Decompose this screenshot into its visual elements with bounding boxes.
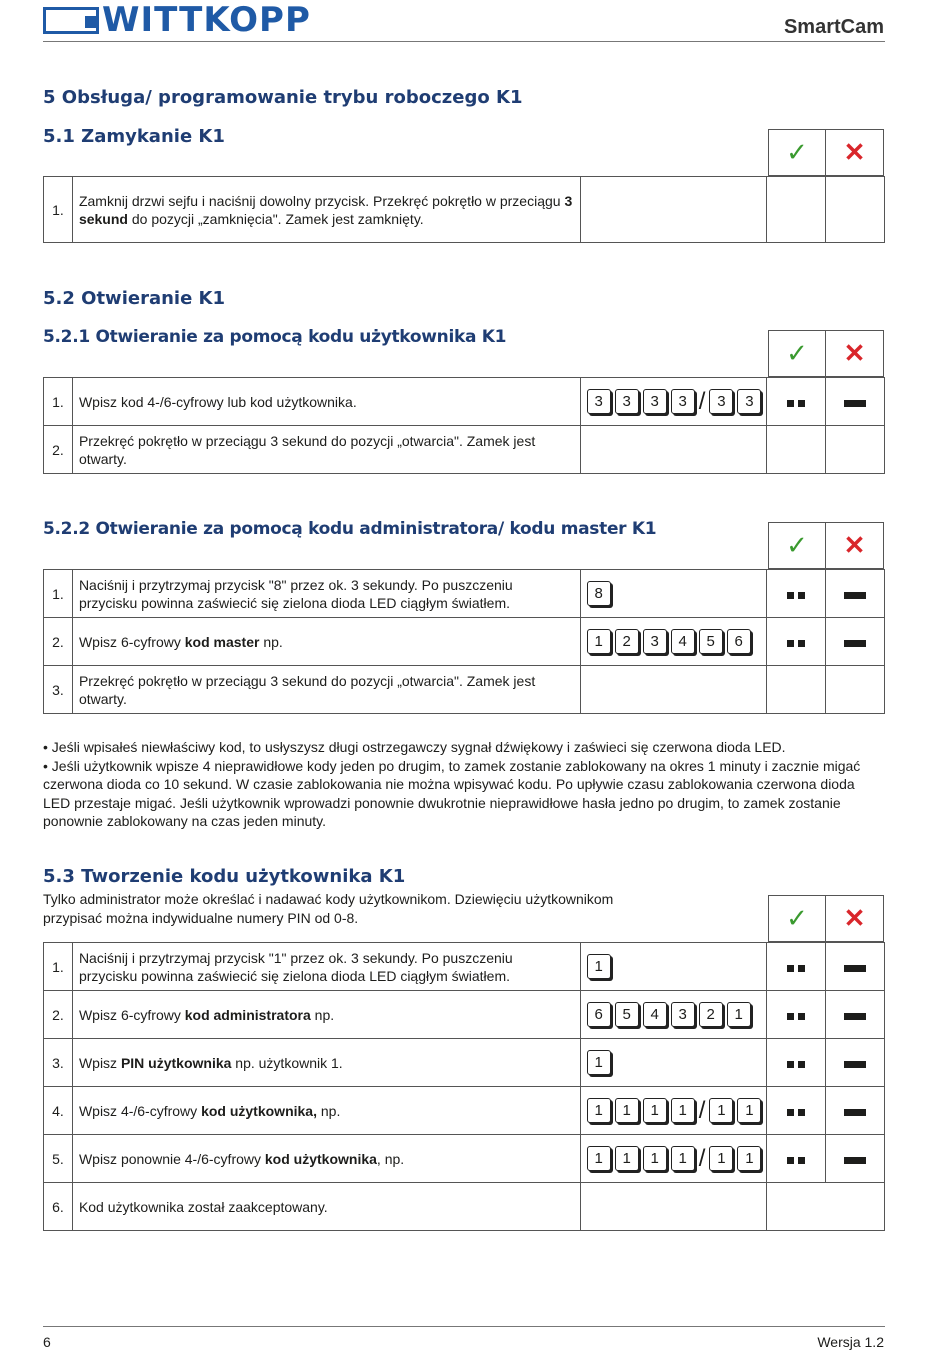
signal-cell — [767, 1183, 885, 1231]
key: 5 — [699, 629, 723, 654]
table-row — [44, 570, 885, 618]
key: 5 — [615, 1002, 639, 1027]
page-number: 6 — [43, 1334, 51, 1350]
status-header-5-2-1 — [768, 330, 884, 377]
key: 1 — [615, 1098, 639, 1123]
fail-signal — [826, 378, 885, 426]
table-5-2-1 — [43, 377, 885, 474]
key-3: 3 — [709, 389, 733, 414]
ok-signal — [767, 378, 826, 426]
status-header-5-2-2 — [768, 522, 884, 569]
key: 2 — [699, 1002, 723, 1027]
fail-signal — [826, 618, 885, 666]
key-3: 3 — [587, 389, 611, 414]
check-icon: ✓ — [786, 530, 808, 560]
table-5-3 — [43, 942, 885, 1231]
table-row — [44, 1183, 885, 1231]
ok-signal — [767, 177, 826, 243]
step-text: Kod użytkownika został zaakceptowany. — [72, 1183, 580, 1231]
table-row — [44, 1039, 885, 1087]
step-number: 3. — [44, 666, 73, 714]
key: 4 — [643, 1002, 667, 1027]
key-8: 8 — [587, 581, 611, 606]
table-row — [44, 618, 885, 666]
cross-icon: ✕ — [843, 137, 866, 167]
key: 1 — [615, 1146, 639, 1171]
slash-separator: / — [698, 1096, 706, 1124]
step-text: Wpisz 4-/6-cyfrowy kod użytkownika, np. — [72, 1087, 580, 1135]
table-5-1 — [43, 176, 885, 243]
cross-icon: ✕ — [843, 530, 866, 560]
key: 6 — [587, 1002, 611, 1027]
key-3: 3 — [737, 389, 761, 414]
key: 1 — [587, 1146, 611, 1171]
step-number: 2. — [44, 618, 73, 666]
step-text: Naciśnij i przytrzymaj przycisk "1" przez ok. 3 sekundy. Po puszczeniu przycisku powinna zaświecić się zielona dioda LED ciągłym światłem. — [72, 943, 580, 991]
table-5-2-2 — [43, 569, 885, 714]
step-text: Naciśnij i przytrzymaj przycisk "8" przez ok. 3 sekundy. Po puszczeniu przycisku powinna zaświecić się zielona dioda LED ciągłym światłem. — [72, 570, 580, 618]
note-item: • Jeśli wpisałeś niewłaściwy kod, to usłyszysz długi ostrzegawczy sygnał dźwiękowy i zaświeci się czerwona dioda LED. — [43, 739, 786, 755]
step-text: Zamknij drzwi sejfu i naciśnij dowolny przycisk. Przekręć pokrętło w przeciągu 3 sekund do pozycji „zamknięcia". Zamek jest zamknięty. — [72, 177, 580, 243]
ok-signal — [767, 426, 826, 474]
key: 1 — [709, 1098, 733, 1123]
section-5-title: 5 Obsługa/ programowanie trybu roboczego K1 — [43, 87, 523, 108]
step-text: Wpisz ponownie 4-/6-cyfrowy kod użytkownika, np. — [72, 1135, 580, 1183]
key: 1 — [671, 1098, 695, 1123]
step-number: 6. — [44, 1183, 73, 1231]
ok-signal — [767, 1135, 826, 1183]
key-3: 3 — [671, 389, 695, 414]
fail-signal — [826, 666, 885, 714]
check-icon: ✓ — [786, 903, 808, 933]
section-5-3-intro: Tylko administrator może określać i nadawać kody użytkownikom. Dziewięciu użytkownikom przypisać można indywidualne numery PIN od 0-8. — [43, 891, 614, 926]
keys-cell — [580, 378, 767, 426]
cross-icon: ✕ — [843, 903, 866, 933]
keys-cell — [580, 618, 767, 666]
key-1: 1 — [587, 954, 611, 979]
key: 1 — [727, 1002, 751, 1027]
key: 1 — [643, 1098, 667, 1123]
product-name: SmartCam — [783, 16, 884, 38]
keys-cell — [580, 943, 767, 991]
table-row — [44, 666, 885, 714]
key: 1 — [587, 1098, 611, 1123]
step-number: 1. — [44, 943, 73, 991]
ok-signal — [767, 666, 826, 714]
fail-signal — [826, 943, 885, 991]
step-number: 1. — [44, 570, 73, 618]
key-1: 1 — [587, 1050, 611, 1075]
notes — [43, 738, 883, 831]
key: 3 — [671, 1002, 695, 1027]
ok-signal — [767, 1039, 826, 1087]
ok-signal — [767, 570, 826, 618]
key: 1 — [587, 629, 611, 654]
key: 1 — [737, 1146, 761, 1171]
section-5-3-title: 5.3 Tworzenie kodu użytkownika K1 — [43, 866, 406, 887]
key: 2 — [615, 629, 639, 654]
key: 1 — [643, 1146, 667, 1171]
section-5-2-title: 5.2 Otwieranie K1 — [43, 288, 226, 309]
step-text: Wpisz 6-cyfrowy kod administratora np. — [72, 991, 580, 1039]
table-row — [44, 378, 885, 426]
table-row — [44, 943, 885, 991]
keys-cell — [580, 1087, 767, 1135]
keys-cell — [580, 1183, 767, 1231]
logo-wordmark: WITTKOPP — [102, 0, 311, 40]
keys-cell — [580, 1039, 767, 1087]
fail-signal — [826, 426, 885, 474]
header-divider — [43, 41, 885, 42]
keys-cell — [580, 570, 767, 618]
version-label: Wersja 1.2 — [817, 1334, 884, 1350]
keys-cell — [580, 177, 766, 243]
ok-signal — [767, 943, 826, 991]
fail-signal — [826, 177, 885, 243]
fail-signal — [826, 1087, 885, 1135]
key: 1 — [671, 1146, 695, 1171]
key-3: 3 — [643, 389, 667, 414]
logo-mark — [43, 7, 99, 34]
slash-separator: / — [698, 387, 706, 415]
section-5-1-title: 5.1 Zamykanie K1 — [43, 126, 225, 147]
check-icon: ✓ — [786, 137, 808, 167]
step-number: 3. — [44, 1039, 73, 1087]
table-row — [44, 1135, 885, 1183]
fail-signal — [826, 570, 885, 618]
key: 6 — [727, 629, 751, 654]
step-text: Przekręć pokrętło w przeciągu 3 sekund do pozycji „otwarcia". Zamek jest otwarty. — [72, 666, 580, 714]
fail-signal — [826, 1135, 885, 1183]
note-item: • Jeśli użytkownik wpisze 4 nieprawidłowe kody jeden po drugim, to zamek zostanie zablokowany na okres 1 minuty i zacznie migać czerwona dioda co 10 sekund. W czasie zablokowania nie można wpisywać kodu. Po upływie czasu zablokowania czerwona dioda LED przestaje migać. Jeśli użytkownik wprowadzi ponownie dwukrotnie nieprawidłowe hasła jedno po drugim, to zamek zostanie ponownie zablokowany na czas jeden minuty. — [43, 757, 861, 829]
ok-signal — [767, 991, 826, 1039]
step-number: 1. — [44, 378, 73, 426]
status-header-5-3 — [768, 895, 884, 942]
ok-signal — [767, 1087, 826, 1135]
key-3: 3 — [615, 389, 639, 414]
keys-cell — [580, 426, 767, 474]
status-header-5-1 — [768, 129, 884, 176]
step-text: Wpisz 6-cyfrowy kod master np. — [72, 618, 580, 666]
step-number: 2. — [44, 426, 73, 474]
step-text: Przekręć pokrętło w przeciągu 3 sekund do pozycji „otwarcia". Zamek jest otwarty. — [72, 426, 580, 474]
table-row — [44, 1087, 885, 1135]
step-number: 5. — [44, 1135, 73, 1183]
check-icon: ✓ — [786, 338, 808, 368]
fail-signal — [826, 1039, 885, 1087]
step-text: Wpisz kod 4-/6-cyfrowy lub kod użytkownika. — [72, 378, 580, 426]
keys-cell — [580, 1135, 767, 1183]
keys-cell — [580, 991, 767, 1039]
slash-separator: / — [698, 1144, 706, 1172]
cross-icon: ✕ — [843, 338, 866, 368]
section-5-2-1-title: 5.2.1 Otwieranie za pomocą kodu użytkownika K1 — [43, 327, 507, 347]
step-number: 2. — [44, 991, 73, 1039]
key: 3 — [643, 629, 667, 654]
table-row — [44, 177, 885, 243]
footer-divider — [43, 1326, 885, 1327]
ok-signal — [767, 618, 826, 666]
step-text: Wpisz PIN użytkownika np. użytkownik 1. — [72, 1039, 580, 1087]
key: 1 — [737, 1098, 761, 1123]
table-row — [44, 426, 885, 474]
step-number: 1. — [44, 177, 73, 243]
fail-signal — [826, 991, 885, 1039]
key: 1 — [709, 1146, 733, 1171]
keys-cell — [580, 666, 767, 714]
step-number: 4. — [44, 1087, 73, 1135]
key: 4 — [671, 629, 695, 654]
table-row — [44, 991, 885, 1039]
section-5-2-2-title: 5.2.2 Otwieranie za pomocą kodu administratora/ kodu master K1 — [43, 519, 657, 539]
